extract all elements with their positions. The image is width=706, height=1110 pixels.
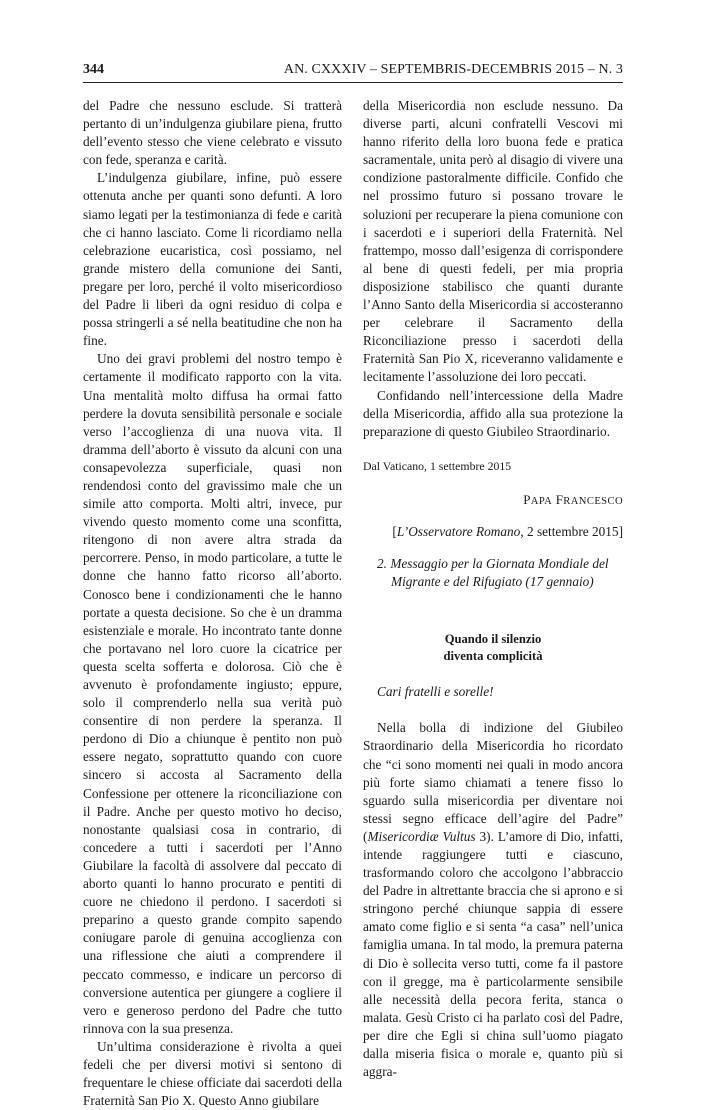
section-number: 2. bbox=[377, 556, 387, 572]
paragraph: del Padre che nessuno esclude. Si tratterà pertanto di un’indulgenza giubilare piena, frutto dell’evento stesso che viene celebrato e vissuto con fede, speranza e carità. bbox=[83, 98, 342, 168]
paragraph: della Misericordia non esclude nessuno. Da diverse parti, alcuni confratelli Vescovi mi hanno riferito della loro buona fede e pratica sacramentale, unita però al disagio di vivere una condizione pastoralmente difficile. Confido che nel prossimo futuro si possano trovare le soluzioni per recuperare la piena comunione con i sacerdoti e i superiori della Fraternità. Nel frattempo, mosso dall’esigenza di corrispondere al bene di questi fedeli, per mia propria disposizione stabilisco che quanti durante l’Anno Santo della Misericordia si accosteranno per celebrare il Sacramento della Riconciliazione presso i sacerdoti della Fraternità San Pio X, riceveranno validamente e lecitamente l’assoluzione dei loro peccati. bbox=[363, 98, 623, 385]
source-title: L’Osservatore Romano bbox=[396, 523, 521, 539]
signature-initial: F bbox=[555, 491, 564, 507]
paragraph: L’indulgenza giubilare, infine, può essere ottenuta anche per quanti sono defunti. A loro siamo legati per la testimonianza di fede e carità che ci hanno lasciato. Come li ricordiamo nella celebrazione eucaristica, così possiamo, nel grande mistero della comunione dei Santi, pregare per loro, perché il volto misericordioso del Padre li liberi da ogni residuo di colpa e possa stringerli a sé nella beatitudine che non ha fine. bbox=[83, 170, 342, 349]
paragraph: Un’ultima considerazione è rivolta a quei fedeli che per diversi motivi si sentono di frequentare le chiese officiate dai sacerdoti della Fraternità San Pio X. Questo Anno giubilare bbox=[83, 1038, 342, 1109]
page-number: 344 bbox=[83, 62, 104, 77]
paragraph bbox=[363, 719, 623, 1081]
left-column bbox=[83, 97, 342, 1110]
paragraph-text: 3). L’amore di Dio, infatti, intende raggiungere tutti e ciascuno, trasformando coloro che accolgono l’abbraccio del Padre in altrettante braccia che si aprono e si stringono perché chiunque sappia di essere amato come figlio e si senta “a casa” nell’unica famiglia umana. In tal modo, la premura paterna di Dio è sollecita verso tutti, come fa il pastore con il gregge, ma è particolarmente sensibile alle necessità della pecora ferita, stanca o malata. Gesù Cristo ci ha parlato così del Padre, per dire che Egli si china sull’uomo piagato dalla miseria fisica o morale e, quanto più si aggra- bbox=[363, 828, 623, 1080]
paragraph-text: Nella bolla di indizione del Giubileo Straordinario della Misericordia ho ricordato che “ci sono momenti nei quali in modo ancora più forte siamo chiamati a tenere fisso lo sguardo sulla misericordia per diventare noi stessi segno efficace dell’agire del Padre” ( bbox=[363, 720, 623, 844]
source-citation bbox=[363, 523, 623, 541]
salutation: Cari fratelli e sorelle! bbox=[377, 684, 494, 700]
section-title bbox=[363, 555, 623, 591]
signature-initial: P bbox=[523, 491, 531, 507]
source-date: , 2 settembre 2015] bbox=[520, 523, 623, 539]
citation-title: Misericordiæ Vultus bbox=[367, 828, 476, 844]
source-bracket: [ bbox=[392, 523, 397, 539]
running-header bbox=[83, 60, 623, 83]
running-title: AN. CXXXIV – SEPTEMBRIS-DECEMBRIS 2015 – N. 3 bbox=[283, 62, 623, 77]
message-subtitle bbox=[363, 631, 623, 665]
signature-smallcaps: RANCESCO bbox=[563, 495, 623, 507]
paragraph: Confidando nell’intercessione della Madre della Misericordia, affido alla sua protezione la preparazione di questo Giubileo Straordinario. bbox=[363, 387, 623, 439]
section-title-line1: Messaggio per la Giornata Mondiale del bbox=[390, 556, 609, 572]
right-column bbox=[363, 97, 623, 1081]
subtitle-line1: Quando il silenzio bbox=[444, 632, 542, 647]
signature-smallcaps: APA bbox=[530, 495, 553, 507]
paragraph: Uno dei gravi problemi del nostro tempo è certamente il modificato rapporto con la vita. Una mentalità molto diffusa ha ormai fatto perdere la dovuta sensibilità personale e sociale verso l’accoglienza di una nuova vita. Il dramma dell’aborto è vissuto da alcuni con una consapevolezza superficiale, quasi non rendendosi conto del gravissimo male che un simile atto comporta. Molti altri, invece, pur vivendo questo momento come una sconfitta, ritengono di non avere altra strada da percorrere. Penso, in modo particolare, a tutte le donne che hanno fatto ricorso all’aborto. Conosco bene i condizionamenti che le hanno portate a questa decisione. So che è un dramma esistenziale e morale. Ho incontrato tante donne che portavano nel loro cuore la cicatrice per questa scelta sofferta e dolorosa. Ciò che è avvenuto è profondamente ingiusto; eppure, solo il comprenderlo nella sua verità può consentire di non perdere la speranza. Il perdono di Dio a chiunque è pentito non può essere negato, soprattutto quando con cuore sincero si accosta al Sacramento della Confessione per ottenere la riconciliazione con il Padre. Anche per questo motivo ho deciso, nonostante qualsiasi cosa in contrario, di concedere a tutti i sacerdoti per l’Anno Giubilare la facoltà di assolvere dal peccato di aborto quanti lo hanno procurato e pentiti di cuore ne chiedono il perdono. I sacerdoti si preparino a questo grande compito sapendo coniugare parole di genuina accoglienza con una riflessione che aiuti a comprendere il peccato commesso, e indicare un percorso di conversione autentica per giungere a cogliere il vero e generoso perdono del Padre che tutto rinnova con la sua presenza. bbox=[83, 351, 342, 1036]
section-title-line2: Migrante e del Rifugiato (17 gennaio) bbox=[391, 574, 594, 590]
signature bbox=[363, 491, 623, 511]
date-line: Dal Vaticano, 1 settembre 2015 bbox=[363, 458, 512, 473]
subtitle-line2: diventa complicità bbox=[443, 649, 543, 664]
